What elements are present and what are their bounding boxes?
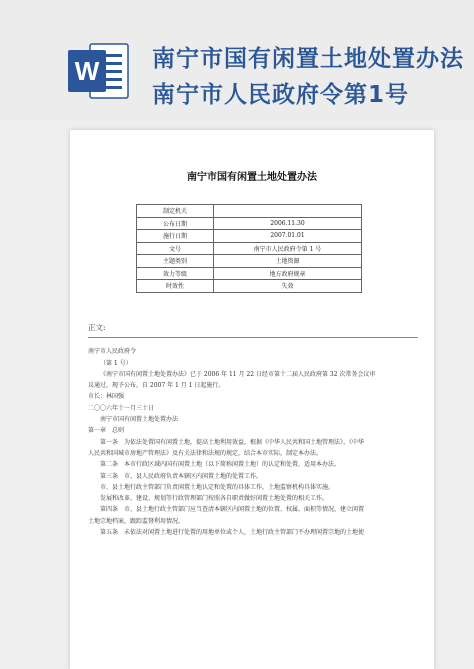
text-line: （第 1 号）	[100, 359, 132, 367]
meta-value	[214, 205, 362, 218]
table-row	[137, 230, 362, 243]
document-page	[70, 130, 434, 669]
text-line: 《南宁市国有闲置土地处置办法》已于 2006 年 11 月 22 日经市第十二届人民政府第 32 次常务会议审	[100, 370, 376, 378]
text-line: 二〇〇六年十一月三十日	[88, 404, 155, 412]
body-heading: 正文:	[88, 323, 106, 332]
text-line: 第一章 总则	[88, 427, 125, 435]
document-title: 南宁市国有闲置土地处置办法	[187, 172, 317, 183]
text-line: 发展和改革、建设、规划等行政管理部门按照各自职责做好闲置土地处置的相关工作。	[100, 495, 329, 503]
document-body	[88, 322, 418, 538]
text-line: 第二条 本市行政区域内国有闲置土地（以下简称闲置土地）的认定和处置，适用本办法。	[100, 461, 341, 469]
meta-value: 2006.11.30	[214, 217, 362, 230]
word-icon-letter: W	[74, 56, 100, 86]
table-row	[137, 242, 362, 255]
meta-label: 文号	[137, 242, 214, 255]
text-line: 议通过，现予公布，自 2007 年 1 月 1 日起施行。	[88, 382, 225, 390]
table-row	[137, 280, 362, 293]
meta-label: 公布日期	[137, 217, 214, 230]
meta-value: 地方政府规章	[214, 267, 362, 280]
meta-label: 主题类别	[137, 255, 214, 268]
meta-value: 失效	[214, 280, 362, 293]
header-title-line2: 南宁市人民政府令第1号	[152, 82, 410, 108]
meta-label: 制定机关	[137, 205, 214, 218]
text-line: 第一条 为依法处置国有闲置土地，提高土地利用效益，根据《中华人民共和国土地管理法》、《中华	[100, 438, 365, 446]
meta-value: 土地资源	[214, 255, 362, 268]
header-title-line1: 南宁市国有闲置土地处置办法	[152, 46, 464, 72]
text-line: 人民共和国城市房地产管理法》及有关法律和法规的规定，结合本市实际，制定本办法。	[88, 449, 323, 457]
table-row	[137, 205, 362, 218]
divider	[88, 337, 418, 338]
meta-value: 2007.01.01	[214, 230, 362, 243]
header-banner	[0, 0, 474, 120]
table-row	[137, 267, 362, 280]
table-row	[137, 255, 362, 268]
meta-label: 效力等级	[137, 267, 214, 280]
meta-value: 南宁市人民政府令第 1 号	[214, 242, 362, 255]
meta-label: 施行日期	[137, 230, 214, 243]
text-line: 土地宗地档案，跟踪监督利用情况。	[88, 517, 185, 525]
text-line: 市长：林国强	[88, 393, 125, 401]
text-line: 南宁市国有闲置土地处置办法	[100, 416, 179, 424]
word-document-icon	[68, 42, 130, 100]
meta-label: 时效性	[137, 280, 214, 293]
table-row	[137, 217, 362, 230]
text-line: 第四条 市、县土地行政主管部门应当查清本辖区内闲置土地的位置、权属、面积等情况，建立闲置	[100, 506, 365, 514]
text-line: 第三条 市、县人民政府负责本辖区内闲置土地的处置工作。	[100, 472, 263, 480]
text-line: 南宁市人民政府令	[88, 348, 137, 356]
metadata-table	[136, 204, 362, 293]
text-line: 市、县土地行政主管部门负责闲置土地认定和处置的具体工作，土地监察机构具体实施。	[100, 483, 335, 491]
text-line: 第五条 未依法对闲置土地进行处置的用地单位或个人，土地行政主管部门不办理闲置宗地的土地使	[100, 529, 365, 537]
